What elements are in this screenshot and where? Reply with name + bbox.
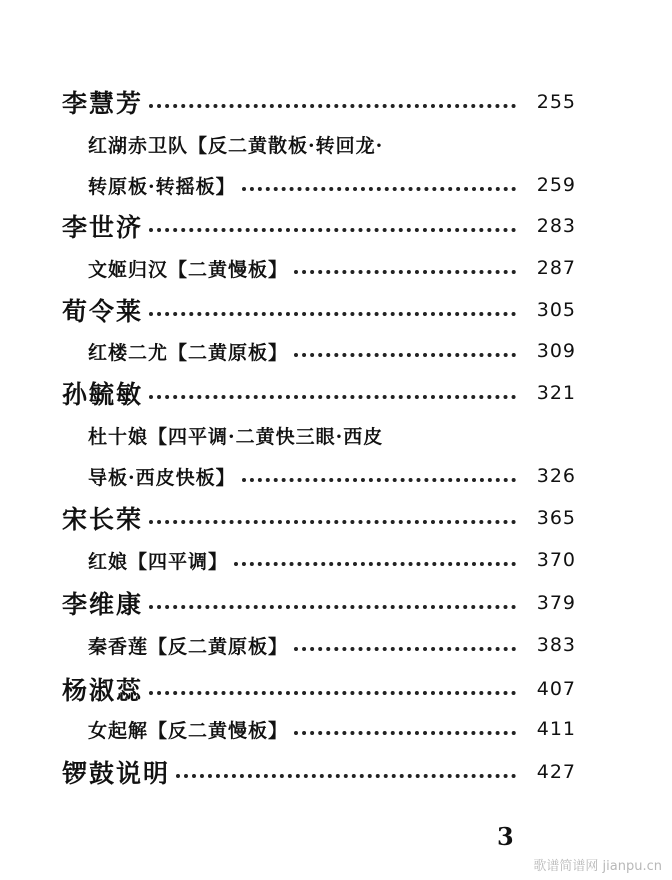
toc-entry-page: 370 [536,549,576,571]
toc-entry-title: 秦香莲【反二黄原板】 [88,635,289,658]
toc-entry-page: 411 [536,718,576,740]
dot-leader [149,228,516,232]
toc-entry-li-weikang [0,588,672,618]
toc-entry-page: 283 [536,215,576,237]
toc-entry-du-shiniang-line1 [0,420,672,450]
toc-entry-page: 287 [536,257,576,279]
dot-leader [242,187,516,191]
toc-entry-page: 259 [536,174,576,196]
toc-entry-title: 红楼二尤【二黄原板】 [88,341,289,364]
toc-entry-title: 孙毓敏 [62,380,144,409]
toc-entry-title: 红湖赤卫队【反二黄散板·转回龙· [88,134,384,157]
dot-leader [242,478,516,482]
dot-leader [149,395,516,399]
dot-leader [176,774,516,778]
toc-entry-du-shiniang-line2 [0,461,672,491]
toc-entry-title: 导板·西皮快板】 [88,466,236,489]
dot-leader [294,731,516,735]
toc-entry-title: 杨淑蕊 [62,676,144,705]
toc-entry-sun-yumin [0,378,672,408]
dot-leader [234,562,516,566]
toc-entry-song-changrong [0,503,672,533]
dot-leader [149,605,516,609]
toc-entry-honghu-chiweidui-line1 [0,129,672,159]
page-number: 3 [497,822,514,851]
toc-entry-page: 379 [536,592,576,614]
toc-entry-page: 383 [536,634,576,656]
watermark: 歌谱简谱网 jianpu.cn [533,859,662,874]
dot-leader [294,270,516,274]
toc-entry-honglou-eryou [0,336,672,366]
toc-entry-qin-xianglian [0,630,672,660]
toc-entry-page: 321 [536,382,576,404]
toc-entry-yang-shurui [0,674,672,704]
toc-entry-li-huifang [0,87,672,117]
dot-leader [149,104,516,108]
toc-entry-xun-linglai [0,295,672,325]
toc-entry-page: 326 [536,465,576,487]
toc-entry-title: 文姬归汉【二黄慢板】 [88,258,289,281]
toc-entry-hongniang [0,545,672,575]
toc-entry-page: 255 [536,91,576,113]
dot-leader [294,647,516,651]
toc-entry-title: 女起解【反二黄慢板】 [88,719,289,742]
toc-entry-nu-qijie [0,714,672,744]
toc-entry-li-shiji [0,211,672,241]
toc-entry-page: 407 [536,678,576,700]
toc-entry-title: 李慧芳 [62,89,144,118]
toc-entry-title: 荀令莱 [62,297,144,326]
toc-entry-luogu-shuoming [0,757,672,787]
toc-entry-title: 转原板·转摇板】 [88,175,236,198]
dot-leader [149,520,516,524]
toc-entry-page: 305 [536,299,576,321]
toc-entry-wenji-guihan [0,253,672,283]
dot-leader [294,353,516,357]
toc-entry-page: 427 [536,761,576,783]
toc-entry-title: 李维康 [62,590,144,619]
dot-leader [149,691,516,695]
toc-entry-title: 宋长荣 [62,505,144,534]
toc-entry-title: 杜十娘【四平调·二黄快三眼·西皮 [88,425,384,448]
toc-entry-title: 锣鼓说明 [62,759,171,788]
toc-entry-title: 李世济 [62,213,144,242]
toc-entry-title: 红娘【四平调】 [88,550,229,573]
dot-leader [149,312,516,316]
toc-entry-page: 309 [536,340,576,362]
toc-entry-honghu-chiweidui-line2 [0,170,672,200]
toc-entry-page: 365 [536,507,576,529]
